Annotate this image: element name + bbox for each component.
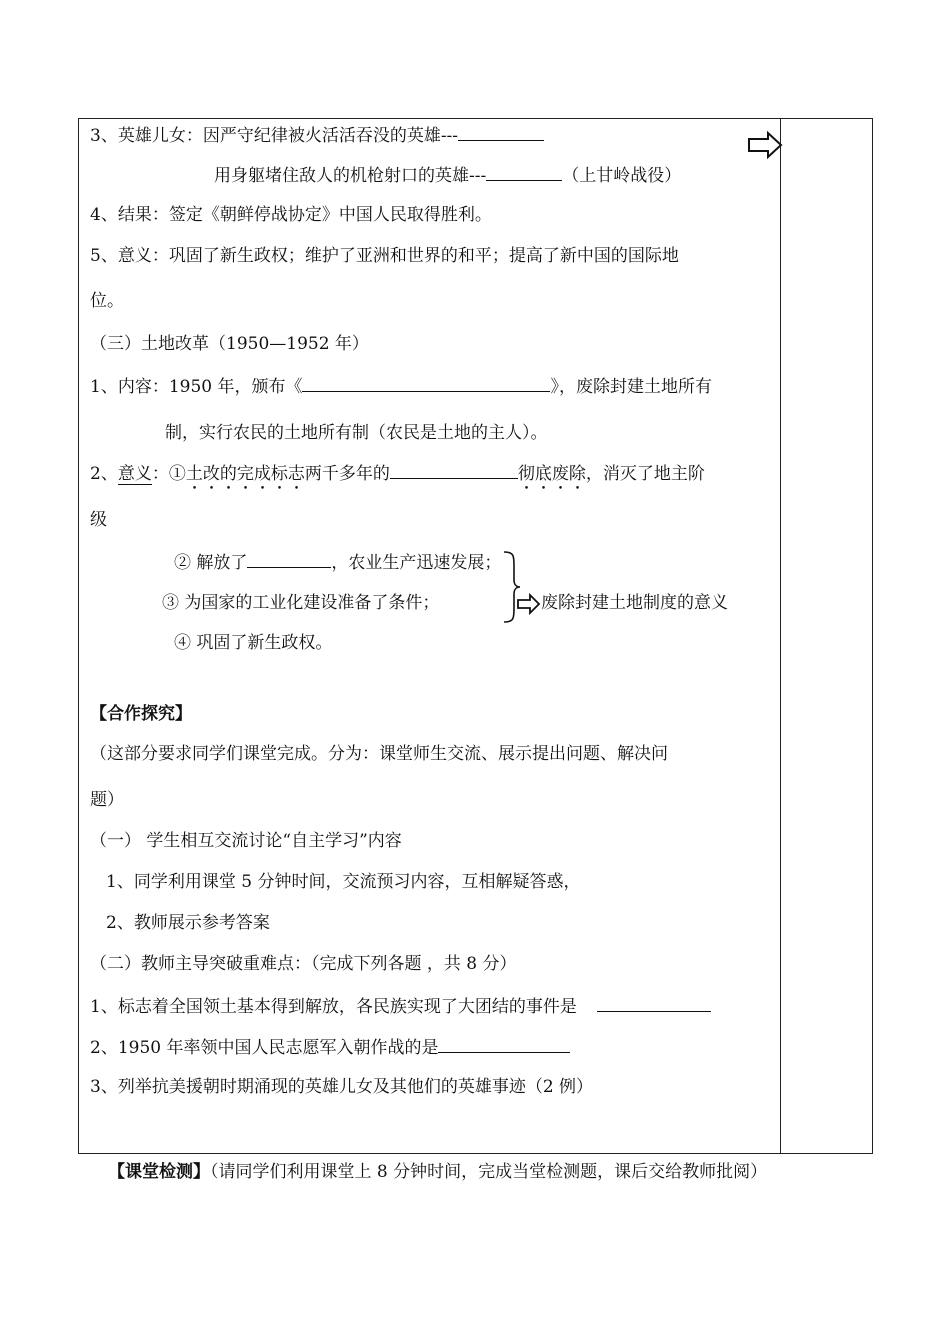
brace-label: 废除封建土地制度的意义: [541, 593, 728, 613]
classroom-test-note: （请同学们利用课堂上 8 分钟时间，完成当堂检测题，课后交给教师批阅）: [210, 1162, 768, 1182]
meaning-line-cont: 位。: [90, 291, 124, 311]
table-column-divider: [780, 118, 781, 1154]
cooperation-heading: 【合作探究】: [90, 704, 192, 724]
law-name-blank[interactable]: [302, 375, 550, 392]
small-arrow-icon: [517, 592, 541, 616]
right-arrow-icon: [748, 132, 782, 158]
land-content-cont: 制，实行农民的土地所有制（农民是土地的主人）。: [165, 423, 548, 443]
cooperation-intro: （这部分要求同学们课堂完成。分为：课堂师生交流、展示提出问题、解决问: [90, 744, 668, 764]
subsection-1-item-1: 1、同学利用课堂 5 分钟时间，交流预习内容，互相解疑答惑，: [106, 872, 581, 892]
land-meaning-line: 2、意义：①土改的完成标志两千多年的 彻底废除，消灭了地主阶: [90, 464, 705, 484]
subsection-1: （一） 学生相互交流讨论“自主学习”内容: [90, 831, 402, 851]
question-3: 3、列举抗美援朝时期涌现的英雄儿女及其他们的英雄事迹（2 例）: [90, 1077, 594, 1097]
land-meaning-cont: 级: [90, 510, 107, 530]
system-blank[interactable]: [390, 462, 518, 479]
question-2-blank[interactable]: [438, 1036, 570, 1053]
subsection-1-item-2: 2、教师展示参考答案: [106, 913, 270, 933]
classroom-test-line: [108, 1162, 767, 1182]
land-reform-heading: （三）土地改革（1950—1952 年）: [90, 334, 369, 354]
land-content-line: 1、内容：1950 年，颁布《 》，废除封建土地所有: [90, 377, 712, 397]
hero-line-2: 用身躯堵住敌人的机枪射口的英雄--- （上甘岭战役）: [214, 166, 682, 186]
classroom-test-heading: 【课堂检测】: [108, 1162, 210, 1182]
meaning-line: 5、意义：巩固了新生政权；维护了亚洲和世界的和平；提高了新中国的国际地: [90, 246, 679, 266]
question-1-blank[interactable]: [597, 995, 711, 1012]
point-3: ③ 为国家的工业化建设准备了条件；: [162, 593, 440, 613]
hero-line-1: 3、英雄儿女：因严守纪律被火活活吞没的英雄---: [90, 124, 544, 146]
point-2: ② 解放了 ，农业生产迅速发展；: [174, 553, 502, 573]
point-4: ④ 巩固了新生政权。: [174, 633, 333, 653]
hero-blank-2[interactable]: [486, 164, 562, 181]
hero-blank-1[interactable]: [458, 124, 544, 141]
cooperation-intro-cont: 题）: [90, 790, 124, 810]
question-1: 1、标志着全国领土基本得到解放，各民族实现了大团结的事件是: [90, 995, 711, 1017]
subsection-2: （二）教师主导突破重难点：（完成下列各题 ，共 8 分）: [90, 954, 517, 974]
result-line: 4、结果：签定《朝鲜停战协定》中国人民取得胜利。: [90, 205, 492, 225]
liberated-blank[interactable]: [247, 551, 331, 568]
question-2: 2、1950 年率领中国人民志愿军入朝作战的是: [90, 1036, 570, 1058]
